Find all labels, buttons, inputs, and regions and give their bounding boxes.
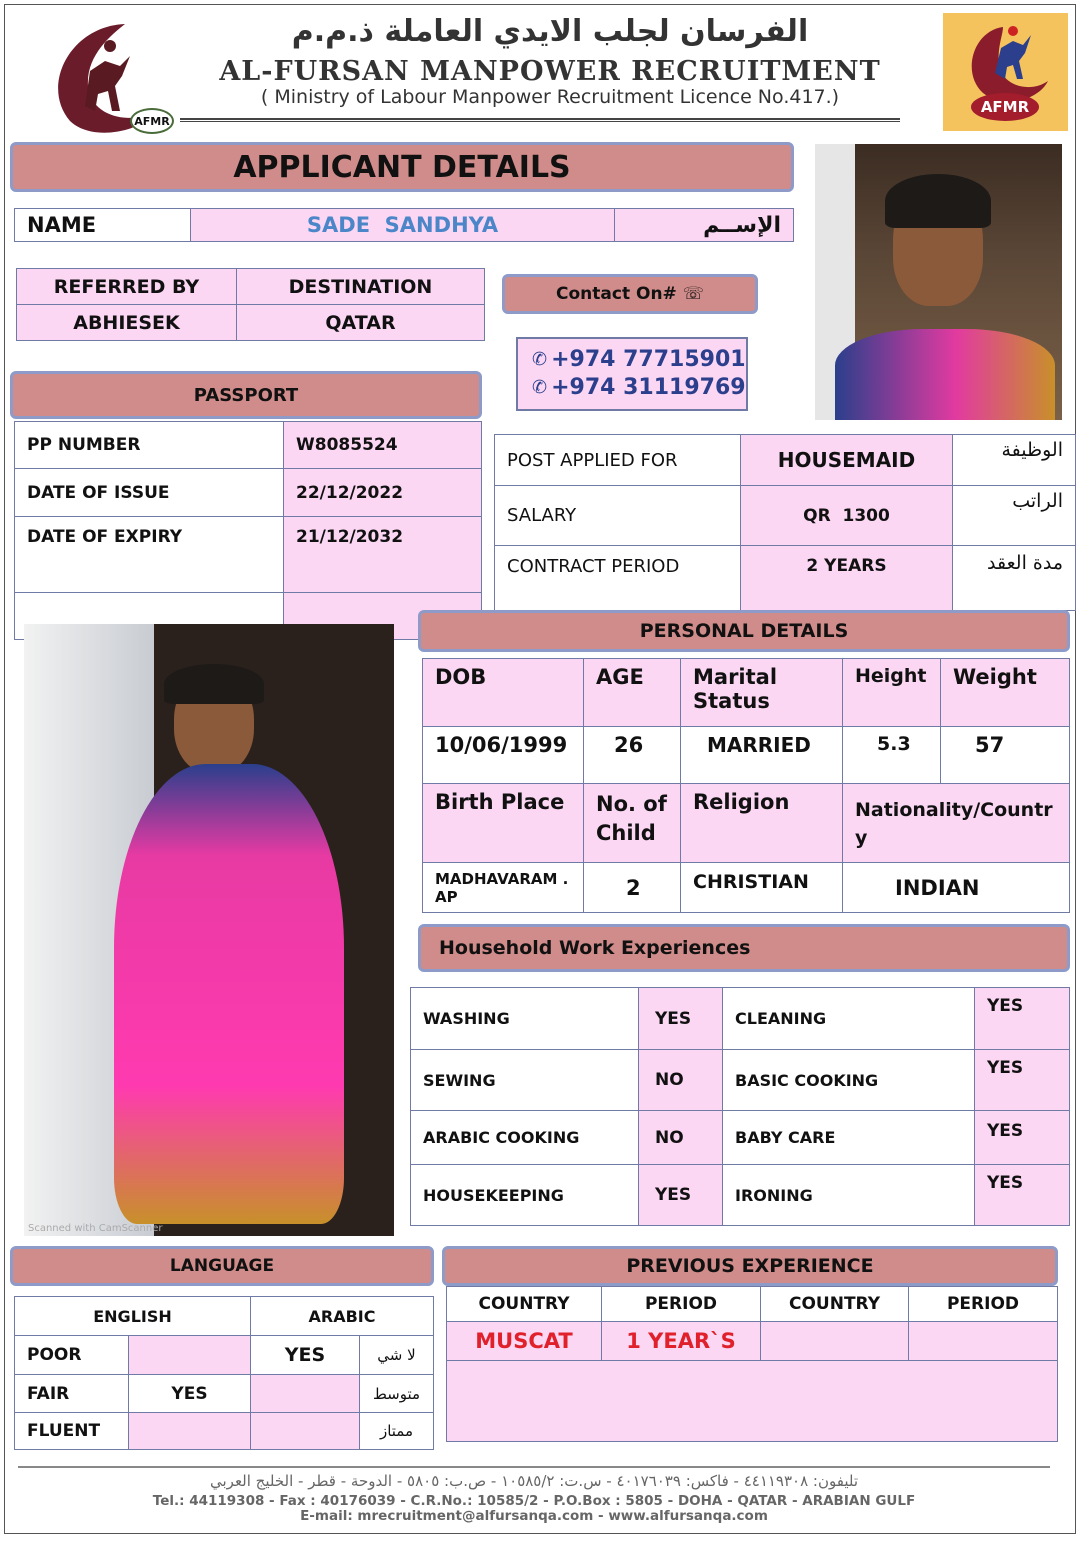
skill-sewing-label: SEWING: [410, 1049, 639, 1111]
nationality-value: INDIAN: [842, 862, 1070, 913]
skill-housekeeping-value: YES: [638, 1164, 723, 1226]
language-english-header: ENGLISH: [14, 1296, 251, 1336]
skill-washing-value: YES: [638, 987, 723, 1050]
prev-period-value-2: [908, 1321, 1058, 1361]
skill-ironing-value: YES: [974, 1164, 1070, 1226]
licence-text: ( Ministry of Labour Manpower Recruitment Licence No.417.): [260, 86, 840, 108]
lang-arabic-fair: [250, 1374, 360, 1413]
logo-right: [943, 13, 1068, 131]
salary-label: SALARY: [494, 485, 741, 546]
footer-arabic: تليفون: ٤٤١١٩٣٠٨ - فاكس: ٤٠١٧٦٠٣٩ - س.ت: ١٠٥٨٥/٢ - ص.ب: ٥٨٠٥ - الدوحة - قطر - الخليج العربي: [209, 1472, 858, 1490]
post-applied-label: POST APPLIED FOR: [494, 434, 741, 486]
footer-english: Tel.: 44119308 - Fax : 40176039 - C.R.No.: 10585/2 - P.O.Box : 5805 - DOHA - QATAR - ARABIAN GULF: [152, 1493, 916, 1509]
logo-left: [30, 16, 180, 136]
dob-header: DOB: [422, 658, 584, 727]
lang-english-fluent: [128, 1412, 251, 1450]
lang-ar-level-fair: متوسط: [359, 1374, 434, 1413]
religion-value: CHRISTIAN: [680, 862, 843, 913]
religion-header: Religion: [680, 783, 843, 863]
logo-left-badge: AFMR: [130, 108, 174, 134]
lang-english-poor: [128, 1335, 251, 1375]
header-rule: [180, 118, 900, 122]
contract-period-label: CONTRACT PERIOD: [494, 545, 741, 611]
salary-value: QR 1300: [740, 485, 953, 546]
lang-level-fluent: FLUENT: [14, 1412, 129, 1450]
skill-arabic-cooking-value: NO: [638, 1110, 723, 1165]
prev-country-value-2: [760, 1321, 909, 1361]
skill-sewing-value: NO: [638, 1049, 723, 1111]
camscanner-caption: Scanned with CamScanner: [28, 1223, 163, 1234]
date-of-issue-label: DATE OF ISSUE: [14, 468, 284, 517]
destination-value: QATAR: [236, 304, 485, 341]
height-value: 5.3: [842, 726, 941, 784]
lang-arabic-fluent: [250, 1412, 360, 1450]
marital-status-header: Marital Status: [680, 658, 843, 727]
name-value: SADE SANDHYA: [190, 208, 615, 242]
skill-basic-cooking-label: BASIC COOKING: [722, 1049, 975, 1111]
contract-period-arabic: مدة العقد: [952, 545, 1076, 611]
prev-period-value-1: 1 YEAR`S: [601, 1321, 761, 1361]
date-of-expiry-value: 21/12/2032: [283, 516, 482, 593]
birth-place-header: Birth Place: [422, 783, 584, 863]
phone-icon: ✆: [532, 348, 548, 370]
passport-number-value: W8085524: [283, 421, 482, 469]
post-applied-arabic: الوظيفة: [952, 434, 1076, 486]
lang-ar-level-fluent: ممتاز: [359, 1412, 434, 1450]
marital-status-value: MARRIED: [680, 726, 843, 784]
skill-cleaning-value: YES: [974, 987, 1070, 1050]
contract-period-value: 2 YEARS: [740, 545, 953, 611]
lang-arabic-poor: YES: [250, 1335, 360, 1375]
footer-rule: [18, 1466, 1050, 1469]
height-header: Height: [842, 658, 941, 727]
prev-country-header-1: COUNTRY: [446, 1286, 602, 1322]
lang-level-poor: POOR: [14, 1335, 129, 1375]
prev-country-value-1: MUSCAT: [446, 1321, 602, 1361]
lang-level-fair: FAIR: [14, 1374, 129, 1413]
passport-number-label: PP NUMBER: [14, 421, 284, 469]
skill-ironing-label: IRONING: [722, 1164, 975, 1226]
post-applied-value: HOUSEMAID: [740, 434, 953, 486]
birth-place-value: MADHAVARAM . AP: [422, 862, 584, 913]
skill-baby-care-value: YES: [974, 1110, 1070, 1165]
contact-label: Contact On# ☏: [502, 274, 758, 314]
prev-country-header-2: COUNTRY: [760, 1286, 909, 1322]
logo-right-badge: AFMR: [971, 93, 1039, 121]
passport-title: PASSPORT: [10, 371, 482, 419]
destination-label: DESTINATION: [236, 268, 485, 305]
skill-baby-care-label: BABY CARE: [722, 1110, 975, 1165]
applicant-portrait-photo: [815, 144, 1062, 420]
prev-period-header-1: PERIOD: [601, 1286, 761, 1322]
no-of-child-value: 2: [583, 862, 681, 913]
arabic-company-title: الفرسان لجلب الايدي العاملة ذ.م.م: [291, 14, 809, 49]
weight-header: Weight: [940, 658, 1070, 727]
nationality-header: Nationality/Country: [842, 783, 1070, 863]
household-title: Household Work Experiences: [418, 924, 1070, 972]
date-of-issue-value: 22/12/2022: [283, 468, 482, 517]
phone-icon: ✆: [532, 376, 548, 398]
skill-washing-label: WASHING: [410, 987, 639, 1050]
salary-arabic: الراتب: [952, 485, 1076, 546]
skill-arabic-cooking-label: ARABIC COOKING: [410, 1110, 639, 1165]
lang-english-fair: YES: [128, 1374, 251, 1413]
previous-experience-title: PREVIOUS EXPERIENCE: [442, 1246, 1058, 1286]
language-arabic-header: ARABIC: [250, 1296, 434, 1336]
referred-by-value: ABHIESEK: [16, 304, 237, 341]
age-header: AGE: [583, 658, 681, 727]
phone-1: +974 77715901: [551, 346, 746, 372]
dob-value: 10/06/1999: [422, 726, 584, 784]
no-of-child-header: No. of Child: [583, 783, 681, 863]
prev-period-header-2: PERIOD: [908, 1286, 1058, 1322]
company-name: AL-FURSAN MANPOWER RECRUITMENT: [219, 56, 881, 87]
age-value: 26: [583, 726, 681, 784]
applicant-full-photo: [24, 624, 394, 1236]
contact-box: [516, 337, 748, 411]
applicant-details-title: APPLICANT DETAILS: [10, 142, 794, 192]
personal-details-title: PERSONAL DETAILS: [418, 610, 1070, 652]
phone-2: +974 31119769: [551, 374, 746, 400]
prev-experience-notes: [446, 1360, 1058, 1442]
name-arabic-label: الإســم: [614, 208, 794, 242]
lang-ar-level-poor: لا شي: [359, 1335, 434, 1375]
skill-housekeeping-label: HOUSEKEEPING: [410, 1164, 639, 1226]
referred-by-label: REFERRED BY: [16, 268, 237, 305]
name-label: NAME: [14, 208, 191, 242]
skill-cleaning-label: CLEANING: [722, 987, 975, 1050]
skill-basic-cooking-value: YES: [974, 1049, 1070, 1111]
footer-email: E-mail: mrecruitment@alfursanqa.com - www.alfursanqa.com: [300, 1508, 768, 1524]
date-of-expiry-label: DATE OF EXPIRY: [14, 516, 284, 593]
language-title: LANGUAGE: [10, 1246, 434, 1286]
weight-value: 57: [940, 726, 1070, 784]
